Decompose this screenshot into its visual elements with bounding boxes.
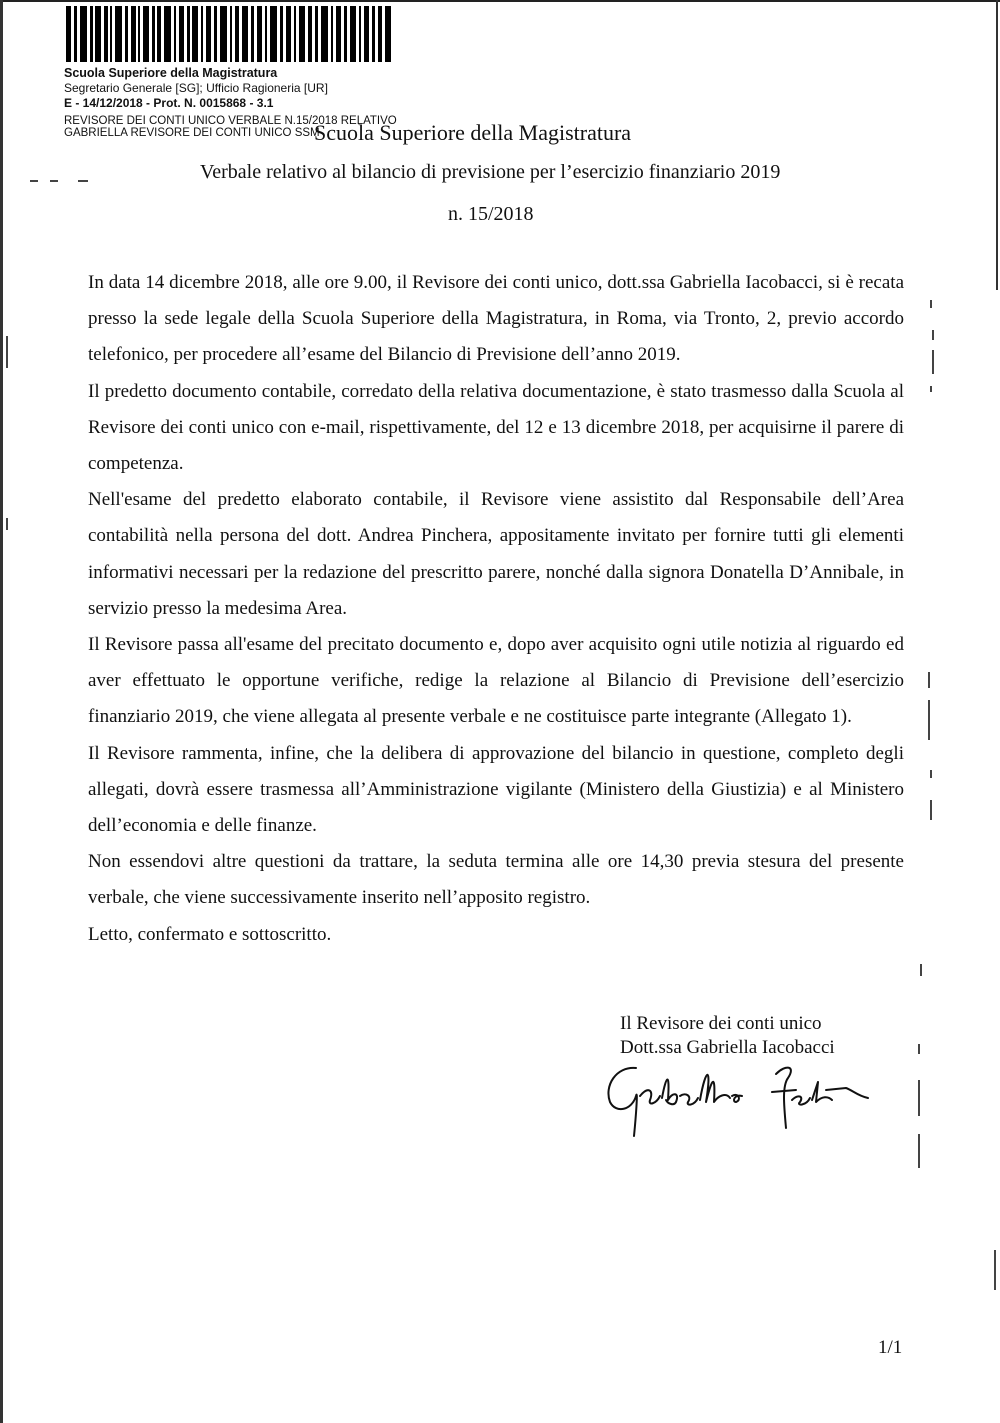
paragraph-1: In data 14 dicembre 2018, alle ore 9.00, il Revisore dei conti unico, dott.ssa Gabriella Iacobacci, si è recata presso la sede legale della Scuola Superiore della Magistratura, in Roma, via Tronto, 2, previo accordo telefonico, per procedere all’esame del Bilancio di Previsione dell’anno 2019. (88, 272, 904, 366)
document-number: n. 15/2018 (448, 203, 534, 225)
institution-heading: Scuola Superiore della Magistratura (314, 120, 632, 145)
scan-speck (918, 1080, 920, 1116)
scan-speck (930, 770, 932, 778)
paragraph-3: Nell'esame del predetto elaborato contabile, il Revisore viene assistito dal Responsabile dell’Area contabilità nella persona del dott. Andrea Pinchera, appositamente invitato per fornire tutti gli elementi informativi necessari per la redazione del prescritto parere, nonché dalla signora Donatella D’Annibale, in servizio presso la medesima Area. (88, 489, 904, 619)
stamp-subject-line-2: GABRIELLA REVISORE DEI CONTI UNICO SSM (64, 127, 320, 139)
signature-block (620, 1012, 835, 1060)
scan-speck (932, 330, 934, 340)
paragraph-5: Il Revisore rammenta, infine, che la delibera di approvazione del bilancio in questione, completo degli allegati, dovrà essere trasmessa all’Amministrazione vigilante (Ministero della Giustizia) e al Ministero dell’economia e delle finanze. (88, 742, 904, 837)
document-body (88, 265, 904, 953)
scan-speck (928, 672, 930, 688)
scan-speck (918, 1134, 920, 1168)
stamp-subject-line-1: REVISORE DEI CONTI UNICO VERBALE N.15/2018 RELATIVO (64, 115, 397, 127)
scan-speck (994, 1250, 996, 1290)
scan-speck (928, 700, 930, 740)
paragraph-7: Letto, confermato e sottoscritto. (88, 923, 332, 945)
scan-speck (78, 180, 88, 182)
scan-border-left (0, 0, 3, 1423)
scan-speck (920, 964, 922, 976)
paragraph-6: Non essendovi altre questioni da trattare, la seduta termina alle ore 14,30 previa stesura del presente verbale, che viene successivamente inserito nell’apposito registro. (88, 851, 904, 909)
scan-speck (6, 336, 8, 368)
signer-name: Dott.ssa Gabriella Iacobacci (620, 1037, 835, 1058)
document-title: Verbale relativo al bilancio di previsione per l’esercizio finanziario 2019 (200, 161, 781, 183)
scan-speck (930, 300, 932, 308)
scan-speck (918, 1044, 920, 1054)
scan-speck (932, 350, 934, 374)
scan-speck (930, 386, 932, 392)
scan-speck (930, 800, 932, 820)
scan-speck (6, 518, 8, 530)
signer-role: Il Revisore dei conti unico (620, 1013, 822, 1034)
paragraph-4: Il Revisore passa all'esame del precitato documento e, dopo aver acquisito ogni utile notizia al riguardo ed aver effettuato le opportune verifiche, redige la relazione al Bilancio di Previsione dell’esercizio finanziario 2019, che viene allegata al presente verbale e ne costituisce parte integrante (Allegato 1). (88, 634, 904, 728)
paragraph-2: Il predetto documento contabile, corredato della relativa documentazione, è stato trasmesso dalla Scuola al Revisore dei conti unico con e-mail, rispettivamente, del 12 e 13 dicembre 2018, per acquisirne il parere di competenza. (88, 380, 904, 475)
scan-border-right (996, 0, 998, 290)
page-number: 1/1 (878, 1337, 903, 1358)
stamp-office: Segretario Generale [SG]; Ufficio Ragioneria [UR] (64, 81, 328, 95)
stamp-organization: Scuola Superiore della Magistratura (64, 66, 278, 80)
scan-speck (50, 180, 58, 182)
scan-speck (30, 180, 38, 182)
handwritten-signature (596, 1056, 876, 1146)
stamp-protocol-number: E - 14/12/2018 - Prot. N. 0015868 - 3.1 (64, 96, 274, 110)
protocol-barcode (66, 6, 392, 62)
scan-border-top (0, 0, 1000, 2)
